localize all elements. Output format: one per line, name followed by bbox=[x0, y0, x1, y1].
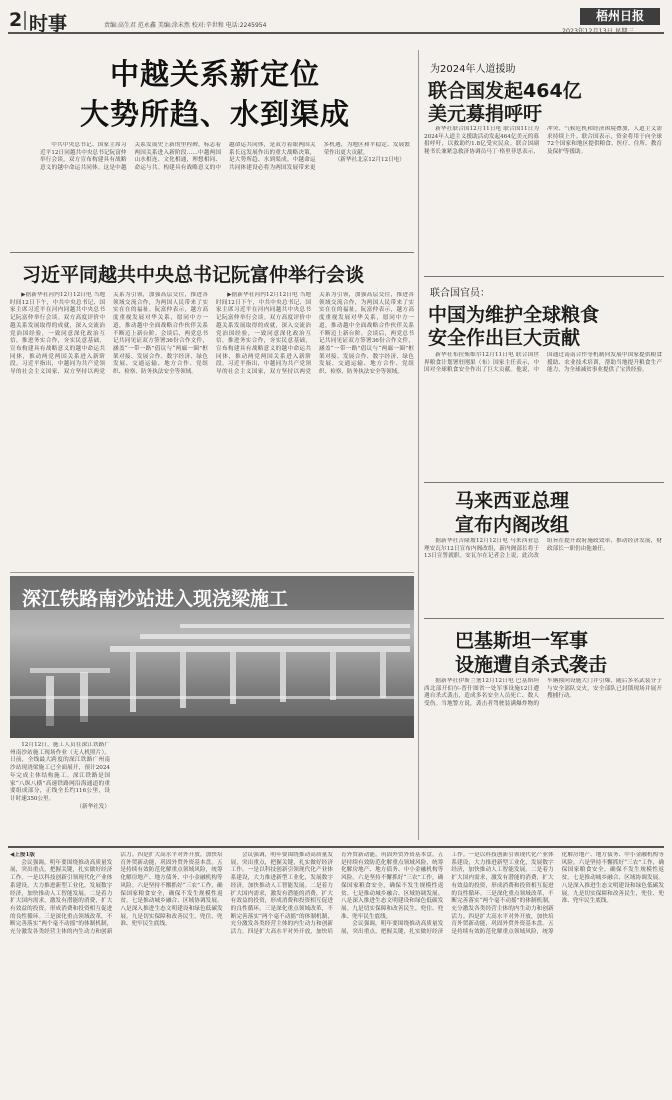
pakistan-body-text: 据新华社伊斯兰堡12月12日电 巴基斯坦西北部开伯尔-普什图省一处军事设施12日遭遇自杀式袭击，造成多名安全人员死亡、数人受伤。当地警方说，袭击者驾驶装满爆炸物的车辆撞向设施大门并引爆，随后多名武装分子与安全部队交火，安全部队已封锁现场并展开搜捕行动。 bbox=[424, 678, 662, 708]
logo-text: 梧州日报 bbox=[595, 9, 644, 23]
food-headline-1: 中国为维护全球粮食 bbox=[428, 304, 600, 326]
malaysia-headline-2: 宣布内阁改组 bbox=[455, 514, 570, 536]
continuation-text-3: 会议强调，明年要围绕推动高质量发展，突出重点，把握关键，扎实做好经济工作。一是以科技创新引领现代化产业体系建设，大力推进新型工业化，发展数字经济，加快推动人工智能发展。二是着力扩大国内需求，激发有潜能的消费，扩大有效益的投资，形成消费和投资相互促进的良性循环。三是深化重点领域改革，不断完善落实“两个毫不动摇”的体制机制，充分激发各类经营主体的内生动力和创新活力。四是扩大高水平对外开放，加快培育外贸新动能，巩固外贸外资基本盘。五是持续有效防范化解重点领域风险，统筹化解房地产、地方债务、中小金融机构等风险。六是坚持不懈抓好“三农”工作，确保国家粮食安全，确保不发生规模性返贫。七是推动城乡融合、区域协调发展。八是深入推进生态文明建设和绿色低碳发展。九是切实保障和改善民生，兜住、兜准、兜牢民生底线。 bbox=[340, 852, 664, 936]
continuation-text-2: 会议强调，明年要围绕推动高质量发展，突出重点，把握关键，扎实做好经济工作。一是以科技创新引领现代化产业体系建设，大力推进新型工业化，发展数字经济，加快推动人工智能发展。二是着力扩大国内需求，激发有潜能的消费，扩大有效益的投资，形成消费和投资相互促进的良性循环。三是深化重点领域改革，不断完善落实“两个毫不动摇”的体制机制，充分激发各类经营主体的内生动力和创新活力。四是扩大高水平对外开放，加快培育外贸新动能，巩固外贸外资基本盘。五是持续有效防范化解重点领域风险，统筹化解房地产、地方债务、中小金融机构等风险。六是坚持不懈抓好“三农”工作，确保国家粮食安全，确保不发生规模性返贫。七是推动城乡融合、区域协调发展。八是深入推进生态文明建设和绿色低碳发展。九是切实保障和改善民生，兜住、兜准、兜牢民生底线。 bbox=[230, 852, 444, 936]
section-title: 时事 bbox=[29, 13, 68, 35]
page-number-divider bbox=[24, 11, 26, 30]
lead-body bbox=[40, 142, 410, 246]
photo-title: 深江铁路南沙站进入现浇梁施工 bbox=[22, 588, 289, 610]
bottom-section-rule bbox=[8, 846, 664, 848]
newspaper-logo bbox=[580, 8, 660, 25]
continuation-text: 会议强调，明年要围绕推动高质量发展，突出重点，把握关键，扎实做好经济工作。一是以科技创新引领现代化产业体系建设，大力推进新型工业化，发展数字经济，加快推动人工智能发展。二是着力扩大国内需求，激发有潜能的消费，扩大有效益的投资，形成消费和投资相互促进的良性循环。三是深化重点领域改革，不断完善落实“两个毫不动摇”的体制机制，充分激发各类经营主体的内生动力和创新活力。四是扩大高水平对外开放，加快培育外贸新动能，巩固外贸外资基本盘。五是持续有效防范化解重点领域风险，统筹化解房地产、地方债务、中小金融机构等风险。六是坚持不懈抓好“三农”工作，确保国家粮食安全，确保不发生规模性返贫。七是推动城乡融合、区域协调发展。八是深入推进生态文明建设和绿色低碳发展。九是切实保障和改善民生，兜住、兜准、兜牢民生底线。 bbox=[10, 852, 223, 936]
food-headline-2: 安全作出巨大贡献 bbox=[428, 327, 581, 349]
summit-body-text: ▶据新华社河内12月12日电 当地时间12日下午，中共中央总书记、国家主席习近平在河内同越共中央总书记阮富仲举行会谈。双方高度评价中越关系发展取得的成就，深入交流治党治国经验，一致同意深化政治互信，推进务实合作，夯实民意基础，宣布构建具有战略意义的越中命运共同体，推动两党两国关系进入新阶段。习近平指出，中越同为共产党领导的社会主义国家，双方坚持以两党关系为引领，加强高层交往，推进各领域交流合作，为两国人民带来了实实在在的福祉。阮富仲表示，越方高度重视发展对华关系，愿同中方一道，推动越中全面战略合作伙伴关系不断迈上新台阶。会谈后，两党总书记共同见证双方签署36份合作文件，涵盖“一带一路”倡议与“两廊一圈”框架对接、发展合作、数字经济、绿色发展、交通运输、地方合作、党组织、检察、防务执法安全等领域。 bbox=[10, 292, 208, 376]
page-number: 2 bbox=[9, 9, 23, 31]
photo-credit: （新华社发） bbox=[76, 803, 110, 810]
fund-kicker: 为2024年人道援助 bbox=[430, 64, 516, 75]
summit-body-text-more: ▶据新华社河内12月12日电 当地时间12日下午，中共中央总书记、国家主席习近平在河内同越共中央总书记阮富仲举行会谈。双方高度评价中越关系发展取得的成就，深入交流治党治国经验，一致同意深化政治互信，推进务实合作，夯实民意基础，宣布构建具有战略意义的越中命运共同体，推动两党两国关系进入新阶段。习近平指出，中越同为共产党领导的社会主义国家，双方坚持以两党关系为引领，加强高层交往，推进各领域交流合作，为两国人民带来了实实在在的福祉。阮富仲表示，越方高度重视发展对华关系，愿同中方一道，推动越中全面战略合作伙伴关系不断迈上新台阶。会谈后，两党总书记共同见证双方签署36份合作文件，涵盖“一带一路”倡议与“两廊一圈”框架对接、发展合作、数字经济、绿色发展、交通运输、地方合作、党组织、检察、防务执法安全等领域。 bbox=[216, 292, 414, 376]
continuation-body bbox=[10, 852, 664, 1094]
fund-body-text: 新华社联合国12月11日电 联合国11日为2024年人道主义援助活动发起464亿美元的募捐呼吁，以救助约1.8亿受灾民众。联合国副秘书长兼紧急救济协调员马丁·格里菲思表示，冲突、气候危机和经济困境叠加，人道主义需求持续上升。联合国表示，资金将用于向全球72个国家和地区提供粮食、医疗、住所、教育及保护等援助。 bbox=[424, 126, 662, 156]
food-body-text: 新华社布拉柴维尔12月11日电 联合国世界粮食计划署驻刚果（布）国家主任表示，中国对全球粮食安全作出了巨大贡献。他说，中国通过南南合作等机制向发展中国家提供粮食援助、农业技术培训，帮助当地提升粮食生产能力，为全球减贫事业提供了宝贵经验。 bbox=[424, 352, 662, 374]
lead-body-text: 中共中央总书记、国家主席习近平12日同越共中央总书记阮富仲举行会谈，双方宣布构建具有战略意义的越中命运共同体。这是中越关系发展史上新的里程碑，标志着两国关系进入新阶段……中越两国山水相连、文化相通，理想相同、命运与共。构建具有战略意义的中越命运共同体，是双方着眼两国关系长远发展作出的重大战略决策，是大势所趋、水到渠成。中越命运共同体建设必将为两国发展带来更多机遇，为地区和平稳定、发展繁荣作出更大贡献。 bbox=[40, 142, 410, 172]
right-column-rule bbox=[418, 50, 419, 840]
malaysia-headline-1: 马来西亚总理 bbox=[455, 490, 570, 512]
malaysia-divider bbox=[424, 618, 664, 619]
fund-headline-2: 美元募捐呼吁 bbox=[428, 103, 543, 125]
photo-caption: 12月12日，施工人员在深江铁路广州南沙站施工现场作业（无人机照片）。日前，全线最大跨度的深江铁路广州南沙站现浇梁施工已全面展开，预计2024年完成主体结构施工。深江铁路是国家“八纵八横”高速铁路网沿海通道的重要组成部分，正线全长约116公里，设计时速350公里。 bbox=[10, 742, 110, 802]
pakistan-headline-1: 巴基斯坦一军事 bbox=[455, 630, 589, 652]
lead-headline-1: 中越关系新定位 bbox=[109, 57, 320, 91]
railway-photo bbox=[10, 576, 414, 738]
continuation-jump-label: ◀上接1版 bbox=[10, 852, 35, 858]
lead-credit: （新华社北京12月12日电） bbox=[334, 157, 405, 164]
photo-caption-box bbox=[10, 742, 110, 842]
food-kicker: 联合国官员： bbox=[430, 288, 490, 299]
malaysia-body bbox=[424, 538, 662, 614]
lead-divider bbox=[10, 252, 414, 253]
editor-credits: 责编:高生君 范永鑫 美编:涂未然 校对:辛世和 电话:2245954 bbox=[104, 22, 267, 29]
issue-date: 2023年12月13日 星期三 bbox=[562, 28, 634, 35]
food-body bbox=[424, 352, 662, 478]
summit-headline: 习近平同越共中央总书记阮富仲举行会谈 bbox=[22, 264, 365, 286]
fund-headline-1: 联合国发起464亿 bbox=[428, 80, 582, 102]
malaysia-body-text: 据新华社吉隆坡12月12日电 马来西亚总理安瓦尔12日宣布内阁改组，新内阁部长将于13日宣誓就职。安瓦尔在记者会上说，此次改组旨在提升政府施政效率，推动经济发展，财政部长一职仍由他兼任。 bbox=[424, 538, 662, 560]
food-divider bbox=[424, 482, 664, 483]
pakistan-headline-2: 设施遭自杀式袭击 bbox=[455, 654, 608, 676]
summit-body bbox=[10, 292, 414, 544]
photo-divider bbox=[10, 572, 414, 573]
pakistan-body bbox=[424, 678, 662, 828]
fund-body bbox=[424, 126, 662, 274]
lead-headline-2: 大势所趋、水到渠成 bbox=[79, 97, 350, 131]
fund-divider bbox=[424, 276, 664, 277]
